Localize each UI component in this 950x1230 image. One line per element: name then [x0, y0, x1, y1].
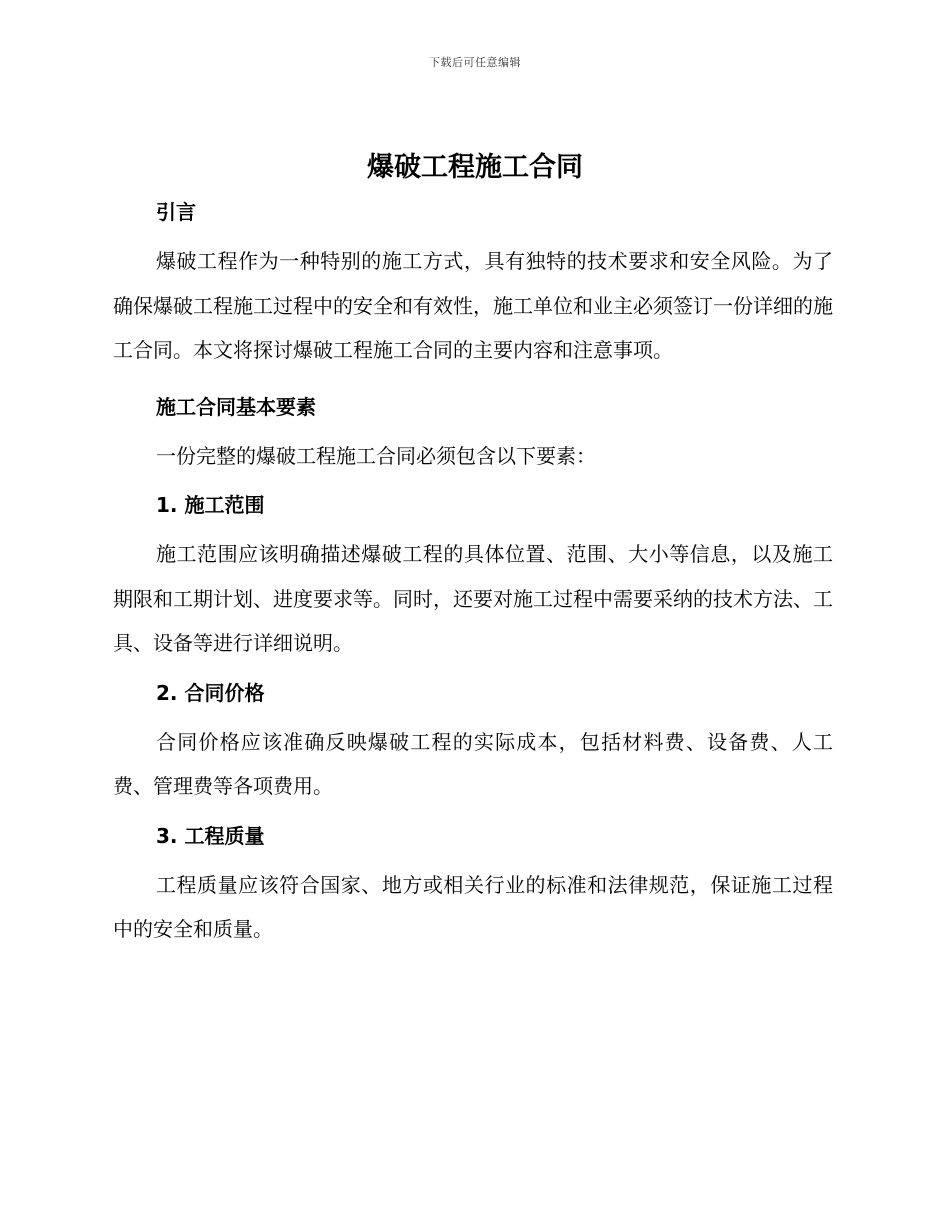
document-body: [113, 194, 833, 952]
document-title: 爆破工程施工合同: [367, 152, 583, 183]
intro-paragraph: 爆破工程作为一种特别的施工方式，具有独特的技术要求和安全风险。为了确保爆破工程施工过程中的安全和有效性，施工单位和业主必须签订一份详细的施工合同。本文将探讨爆破工程施工合同的主要内容和注意事项。: [113, 249, 833, 362]
intro-heading: 引言: [156, 200, 196, 224]
section-heading-scope: 1. 施工范围: [156, 493, 265, 517]
section-body-price: 合同价格应该准确反映爆破工程的实际成本，包括材料费、设备费、人工费、管理费等各项费用。: [113, 729, 833, 798]
section-body-scope: 施工范围应该明确描述爆破工程的具体位置、范围、大小等信息，以及施工期限和工期计划、进度要求等。同时，还要对施工过程中需要采纳的技术方法、工具、设备等进行详细说明。: [113, 542, 833, 655]
elements-heading: 施工合同基本要素: [156, 394, 316, 419]
section-heading-quality: 3. 工程质量: [156, 823, 265, 848]
section-body-quality: 工程质量应该符合国家、地方或相关行业的标准和法律规范，保证施工过程中的安全和质量。: [113, 872, 833, 941]
page-header-note: 下载后可任意编辑: [429, 56, 521, 69]
elements-paragraph: 一份完整的爆破工程施工合同必须包含以下要素：: [156, 443, 596, 468]
section-heading-price: 2. 合同价格: [156, 680, 265, 705]
